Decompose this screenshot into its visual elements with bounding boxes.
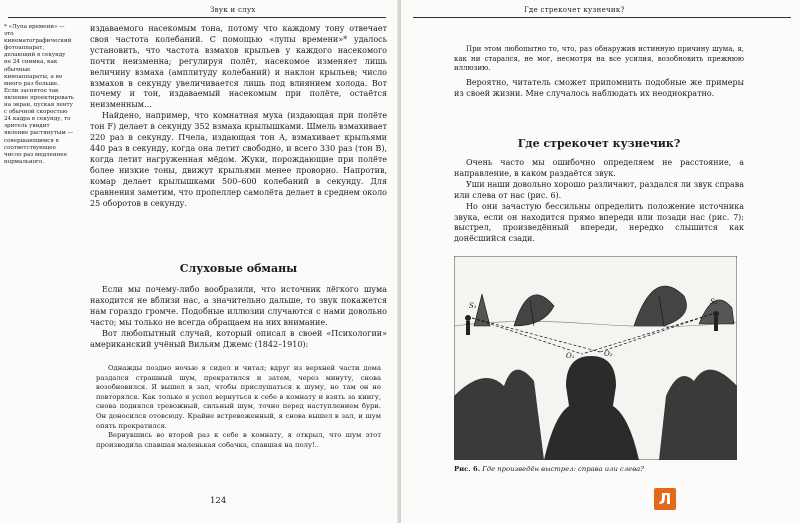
label-o2: O₂: [604, 350, 613, 358]
label-s2: S₂: [710, 298, 718, 306]
right-page: [401, 0, 800, 523]
body-text-grasshopper: [454, 158, 744, 245]
label-s1: S₁: [469, 302, 477, 310]
page-number-left: 124: [210, 496, 227, 506]
figure-caption: [454, 465, 744, 473]
body-text-middle: [90, 285, 387, 350]
body-text-top: [90, 24, 387, 209]
section-title-illusions: Слуховые обманы: [179, 262, 298, 275]
paragraph: Но они зачастую бессильны определить положение источника звука, если он находится прямо впереди или позади нас (рис. 7): выстрел, произведённый впереди, нередко слышится как донёсшийся сзади.: [454, 201, 744, 244]
paragraph: При этом любопытно то, что, раз обнаружив истинную причину шума, я, как ни старался, не мог, несмотря на все усилия, возобновить прежнюю иллюзию.: [454, 45, 744, 73]
sidenote: * «Лупа времени» — это кинематографический фотоаппарат, делающий в секунду не 24 снимка, как обычные киноаппараты, а во много раз больше. Если заснятое так явление проектировать на экран, пуская ленту с обычной скоростью 24 кадра в секунду, то зритель увидит явление растянутым — совершающимся в соответствующее число раз медленнее нормального.: [4, 24, 74, 165]
quote-block: [96, 364, 381, 450]
left-page: [0, 0, 399, 523]
paragraph: издаваемого насекомым тона, потому что каждому тону отвечает своя частота колебаний. С помощью «лупы времени»* удалось установить, что частота взмахов крыльев у каждого насекомого почти неизменна; регулируя полёт, насекомое изменяет лишь величину взмаха (амплитуду колебаний) и наклон крыльев; число взмахов в секунду увеличивается лишь под влиянием холода. Вот почему и тон, издаваемый насекомым при полёте, остаётся неизменным…: [90, 24, 387, 110]
paragraph: Вероятно, читатель сможет припомнить подобные же примеры из своей жизни. Мне случалось наблюдать их неоднократно.: [454, 77, 744, 98]
quote-paragraph: Однажды поздно ночью я сидел и читал; вдруг из верхней части дома раздался страшный шум, прекратился и затем, через минуту, снова возобновился. Я вышел в зал, чтобы прислушаться к шуму, но там он не повторялся. Как только я успел вернуться к себе в комнату и взять за книгу, снова поднялся тревожный, сильный шум, точно перед наступлением бури. Он доносился отовсюду. Крайне встревоженный, я снова вышел в зал, и шум опять прекратился.: [96, 364, 381, 430]
caption-text: Где произведён выстрел: справа или слева?: [482, 465, 644, 473]
publisher-logo-icon: Л: [654, 488, 676, 510]
header-rule-right: [413, 17, 791, 18]
caption-label: Рис. 6.: [454, 465, 481, 473]
running-head-left: Звук и слух: [210, 6, 256, 14]
paragraph: Очень часто мы ошибочно определяем не расстояние, а направление, в каком раздаётся звук.: [454, 158, 744, 178]
figure-illustration: [454, 256, 737, 460]
paragraph: Если мы почему-либо вообразили, что источник лёгкого шума находится не вблизи нас, а значительно дальше, то звук покажется нам гораздо громче. Подобные иллюзии случаются с нами довольно часто; мы только не всегда обращаем на них внимание.: [90, 285, 387, 327]
running-head-right: Где стрекочет кузнечик?: [524, 6, 625, 14]
paragraph: Вот любопытный случай, который описал в своей «Психологии» американский учёный Вильям Джемс (1842–1910):: [90, 328, 387, 349]
label-o1: O₁: [566, 352, 575, 360]
body-text-intro: [454, 45, 744, 100]
paragraph: Найдено, например, что комнатная муха (издающая при полёте тон F) делает в секунду 352 взмаха крылышками. Шмель взмахивает 220 раз в секунду. Пчела, издающая тон A, взмахивает крыльями 440 раз в секунду, когда она летит свободно, и всего 330 раз (тон B), когда летит нагруженная мёдом. Жуки, порождающие при полёте более низкие тоны, движут крыльями менее проворно. Напротив, комар делает крылышками 500–600 колебаний в секунду. Для сравнения заметим, что пропеллер самолёта делает в среднем около 25 оборотов в секунду.: [90, 111, 387, 208]
quote-paragraph: Вернувшись во второй раз к себе в комнату, я открыл, что шум этот производила спавшая маленькая собачка, спавшая на полу!..: [96, 431, 381, 449]
header-rule-left: [8, 17, 386, 18]
section-title-grasshopper: Где стрекочет кузнечик?: [517, 137, 681, 150]
paragraph: Уши наши довольно хорошо различают, раздался ли звук справа или слева от нас (рис. 6).: [454, 179, 744, 200]
